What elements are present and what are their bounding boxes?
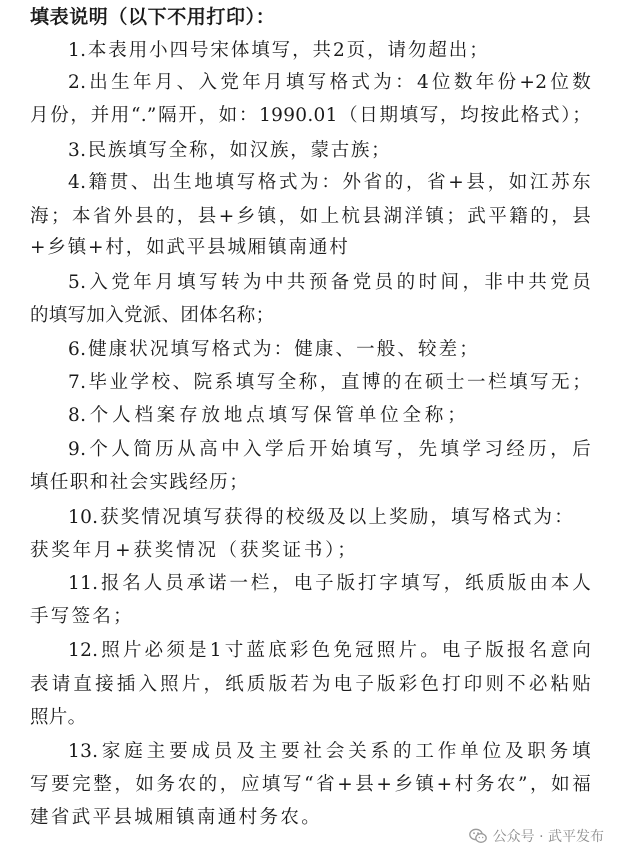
- text-line: 1.本表用小四号宋体填写，共2页，请勿超出；: [68, 40, 488, 61]
- page-title: 填表说明（以下不用打印）：: [30, 6, 276, 28]
- text-line: 10.获奖情况填写获得的校级及以上奖励，填写格式为：: [68, 507, 573, 528]
- text-line: 5.入党年月填写转为中共预备党员的时间，非中共党员: [68, 272, 591, 293]
- text-line: 4.籍贯、出生地填写格式为：外省的，省+县，如江苏东: [68, 172, 591, 193]
- text-line: 建省武平县城厢镇南通村务农。: [30, 807, 320, 828]
- wechat-icon: [469, 828, 487, 844]
- text-line: 月份，并用“.”隔开，如：1990.01（日期填写，均按此格式）；: [30, 105, 591, 126]
- text-line: 12.照片必须是1寸蓝底彩色免冠照片。电子版报名意向: [68, 640, 591, 661]
- text-line: 3.民族填写全称，如汉族，蒙古族；: [68, 140, 390, 161]
- text-line: 8.个人档案存放地点填写保管单位全称；: [68, 405, 466, 426]
- text-line: 表请直接插入照片，纸质版若为电子版彩色打印则不必粘贴: [30, 674, 591, 695]
- text-line: 6.健康状况填写格式为：健康、一般、较差；: [68, 339, 478, 360]
- text-line: 2.出生年月、入党年月填写格式为：4位数年份+2位数: [68, 72, 591, 93]
- watermark-text: 公众号 · 武平发布: [492, 829, 604, 845]
- watermark: [469, 826, 604, 846]
- text-line: 11.报名人员承诺一栏，电子版打字填写，纸质版由本人: [68, 573, 591, 594]
- text-line: 照片。: [30, 707, 87, 728]
- text-line: 的填写加入党派、团体名称；: [30, 305, 275, 326]
- text-line: 获奖年月+获奖情况（获奖证书）；: [30, 540, 356, 561]
- text-line: +乡镇+村，如武平县城厢镇南通村: [30, 237, 348, 258]
- text-line: 填任职和社会实践经历；: [30, 472, 248, 493]
- text-line: 写要完整，如务农的，应填写“省+县+乡镇+村务农”，如福: [30, 774, 591, 795]
- text-line: 9.个人简历从高中入学后开始填写，先填学习经历，后: [68, 439, 591, 460]
- text-line: 手写签名；: [30, 606, 132, 627]
- text-line: 海；本省外县的，县+乡镇，如上杭县湖洋镇；武平籍的，县: [30, 206, 591, 227]
- text-line: 13.家庭主要成员及主要社会关系的工作单位及职务填: [68, 741, 591, 762]
- text-line: 7.毕业学校、院系填写全称，直博的在硕士一栏填写无；: [68, 372, 591, 393]
